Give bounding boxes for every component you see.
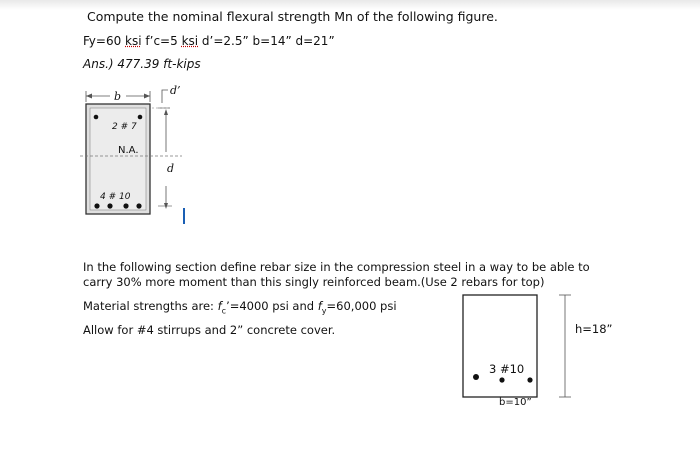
beam-section-figure-2 xyxy=(455,285,585,410)
fig1-dprime-label: d’ xyxy=(170,84,181,97)
fig1-bottom-bars-label: 4 # 10 xyxy=(100,192,131,202)
fig1-neutral-axis-label: N.A. xyxy=(118,145,139,156)
bottom-bar xyxy=(123,203,128,208)
fig1-d-label: d xyxy=(167,162,175,175)
top-bar xyxy=(94,115,99,120)
bottom-bar xyxy=(136,203,141,208)
d-dim-arrow-up xyxy=(164,109,168,115)
fc-value: ’=4000 psi and xyxy=(226,299,318,313)
problem2-materials xyxy=(83,299,397,315)
b-dim-arrow-left xyxy=(86,94,92,99)
bottom-bar xyxy=(94,203,99,208)
fy-subscript: y xyxy=(321,306,327,316)
fc-symbol: f xyxy=(217,299,222,313)
fy-symbol: f xyxy=(317,299,322,313)
bottom-bar xyxy=(107,203,112,208)
fig1-top-bars-label: 2 # 7 xyxy=(112,122,137,132)
given-ksi-2: ksi xyxy=(181,34,199,48)
bar-10 xyxy=(473,374,479,380)
dprime-bracket xyxy=(162,90,168,103)
beam2-outline xyxy=(463,295,537,397)
top-bar xyxy=(138,115,143,120)
given-fy: Fy=60 xyxy=(83,34,126,48)
b-dim-arrow-right xyxy=(144,94,150,99)
fig2-b-label: b=10” xyxy=(499,397,532,408)
problem2-line2: carry 30% more moment than this singly reinforced beam.(Use 2 rebars for top) xyxy=(83,275,545,289)
materials-prefix: Material strengths are: xyxy=(83,299,218,313)
bar-10 xyxy=(527,377,532,382)
problem2-allow: Allow for #4 stirrups and 2” concrete cover. xyxy=(83,323,336,337)
fy-value: =60,000 psi xyxy=(326,299,397,313)
fc-subscript: c xyxy=(221,306,227,316)
fig2-h-label: h=18” xyxy=(575,322,613,336)
fig1-b-label: b xyxy=(114,90,122,103)
problem2-line1: In the following section define rebar size in the compression steel in a way to be able to xyxy=(83,260,590,274)
problem1-answer: Ans.) 477.39 ft-kips xyxy=(83,57,201,71)
beam-section-figure-1 xyxy=(80,82,200,232)
given-fc: f’c=5 xyxy=(141,34,182,48)
bar-10 xyxy=(499,377,504,382)
problem1-given xyxy=(83,34,335,48)
given-ksi-1: ksi xyxy=(125,34,142,48)
given-dims: d’=2.5” b=14” d=21” xyxy=(198,34,335,48)
problem1-title: Compute the nominal flexural strength Mn of the following figure. xyxy=(87,9,498,24)
fig2-bars-label: 3 #10 xyxy=(489,362,525,376)
